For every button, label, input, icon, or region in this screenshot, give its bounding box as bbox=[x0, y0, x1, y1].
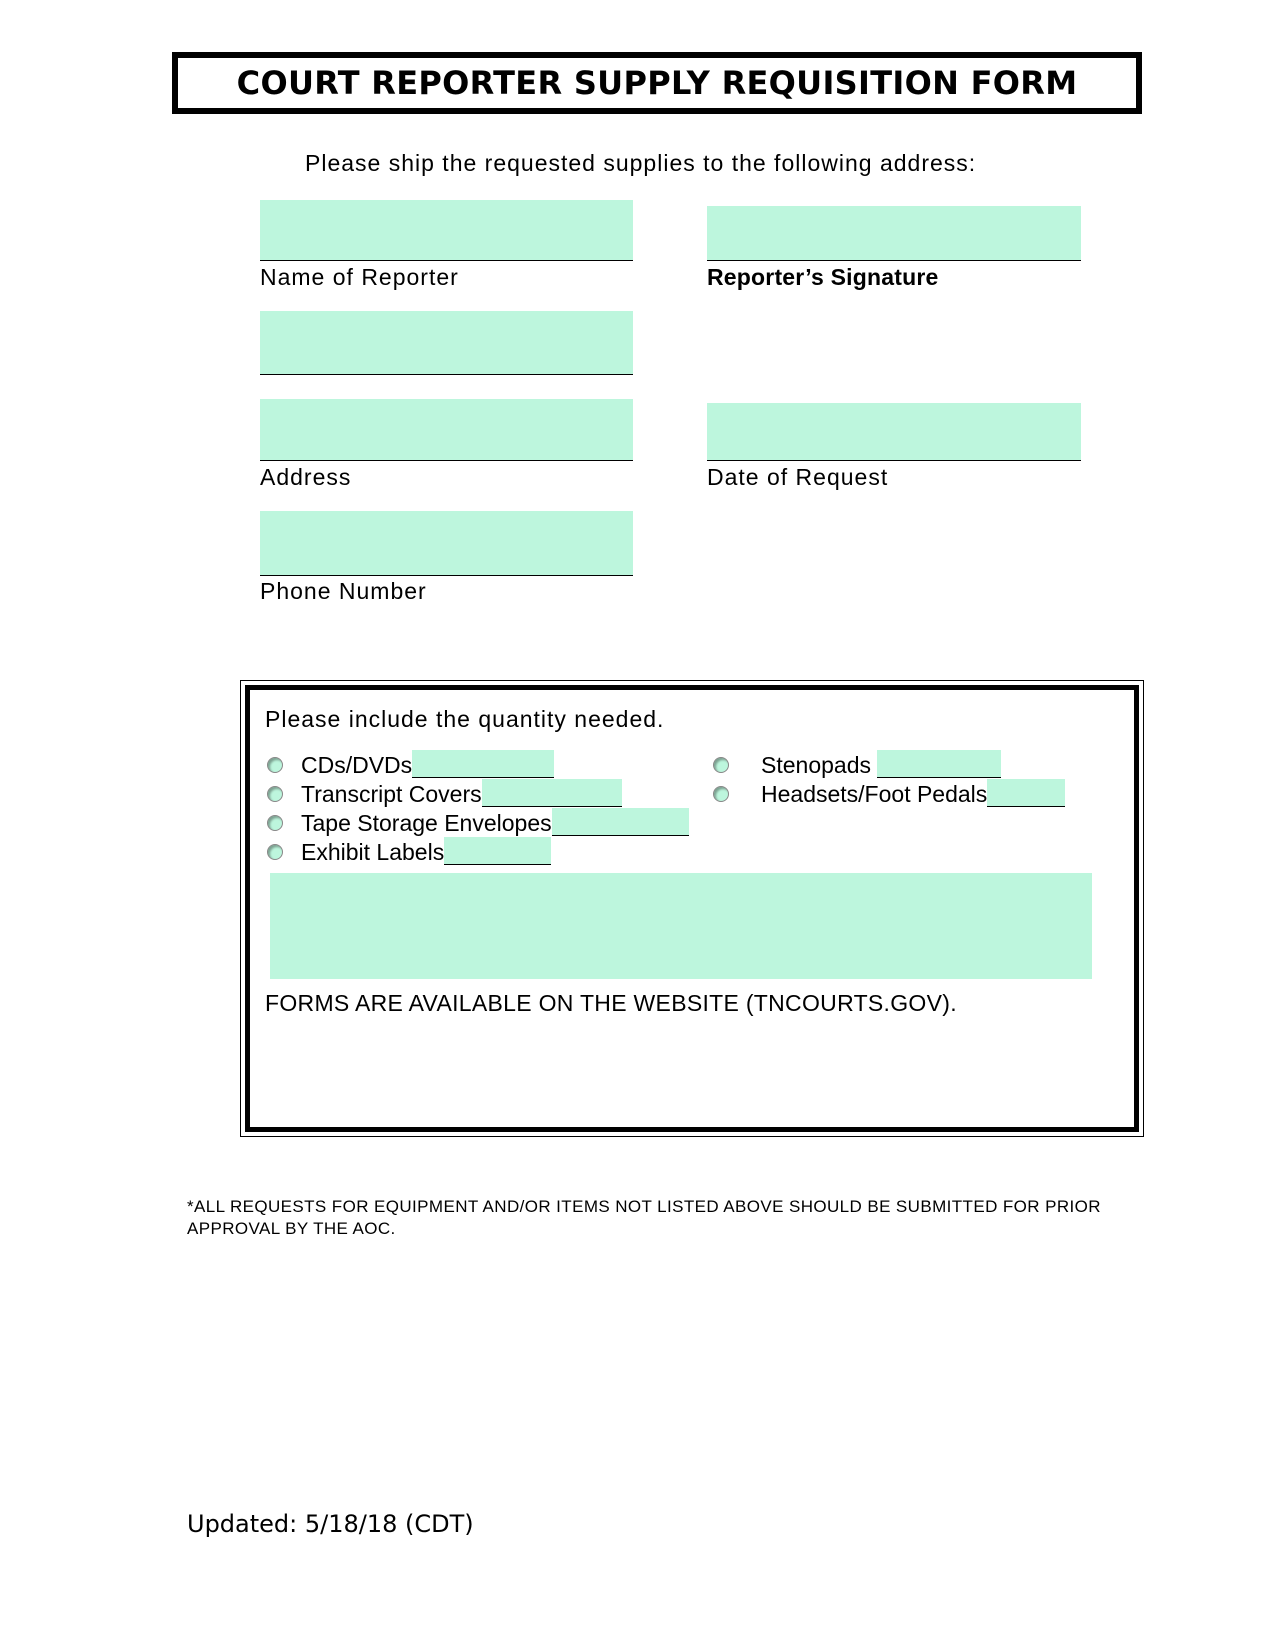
additional-items-field[interactable] bbox=[270, 873, 1092, 979]
cds-dvds-radio[interactable] bbox=[267, 757, 283, 773]
stenopads-quantity-field[interactable] bbox=[877, 750, 1001, 778]
tape-storage-envelopes-radio[interactable] bbox=[267, 815, 283, 831]
tape-storage-envelopes-quantity-field[interactable] bbox=[552, 808, 689, 836]
address-label: Address bbox=[260, 464, 352, 490]
cds-dvds-quantity-field[interactable] bbox=[412, 750, 554, 778]
headsets-foot-pedals-label: Headsets/Foot Pedals bbox=[761, 781, 988, 807]
forms-availability-note: FORMS ARE AVAILABLE ON THE WEBSITE (TNCOURTS.GOV). bbox=[265, 990, 957, 1016]
date-label: Date of Request bbox=[707, 464, 889, 490]
intro-text: Please ship the requested supplies to the following address: bbox=[305, 150, 977, 176]
updated-date: Updated: 5/18/18 (CDT) bbox=[187, 1510, 474, 1538]
name-field[interactable] bbox=[260, 200, 633, 261]
quantity-section-inner bbox=[245, 685, 1139, 1132]
signature-field[interactable] bbox=[707, 206, 1081, 261]
address-field[interactable] bbox=[260, 399, 633, 461]
name-label: Name of Reporter bbox=[260, 264, 459, 290]
cds-dvds-label: CDs/DVDs bbox=[301, 752, 413, 778]
signature-label: Reporter’s Signature bbox=[707, 264, 939, 290]
approval-disclaimer: *ALL REQUESTS FOR EQUIPMENT AND/OR ITEMS NOT LISTED ABOVE SHOULD BE SUBMITTED FOR PRIOR APPROVAL BY THE AOC. bbox=[187, 1197, 1101, 1238]
transcript-covers-quantity-field[interactable] bbox=[482, 779, 622, 807]
form-title-box bbox=[172, 52, 1142, 114]
form-title: COURT REPORTER SUPPLY REQUISITION FORM bbox=[236, 64, 1078, 102]
exhibit-labels-quantity-field[interactable] bbox=[444, 837, 551, 865]
item-exhibit-labels bbox=[267, 837, 551, 865]
phone-field[interactable] bbox=[260, 511, 633, 576]
exhibit-labels-label: Exhibit Labels bbox=[301, 839, 445, 865]
name-field-line-2[interactable] bbox=[260, 311, 633, 375]
item-headsets-foot-pedals bbox=[713, 779, 1065, 807]
headsets-foot-pedals-radio[interactable] bbox=[713, 786, 729, 802]
stenopads-radio[interactable] bbox=[713, 757, 729, 773]
item-tape-storage-envelopes bbox=[267, 808, 689, 836]
item-cds-dvds bbox=[267, 750, 554, 778]
item-stenopads bbox=[713, 750, 1001, 778]
item-transcript-covers bbox=[267, 779, 622, 807]
headsets-foot-pedals-quantity-field[interactable] bbox=[987, 779, 1065, 807]
date-field[interactable] bbox=[707, 403, 1081, 461]
transcript-covers-label: Transcript Covers bbox=[301, 781, 482, 807]
quantity-section bbox=[240, 680, 1144, 1137]
exhibit-labels-radio[interactable] bbox=[267, 844, 283, 860]
quantity-note: Please include the quantity needed. bbox=[265, 706, 665, 732]
phone-label: Phone Number bbox=[260, 578, 427, 604]
transcript-covers-radio[interactable] bbox=[267, 786, 283, 802]
tape-storage-envelopes-label: Tape Storage Envelopes bbox=[301, 810, 552, 836]
stenopads-label: Stenopads bbox=[761, 752, 871, 778]
